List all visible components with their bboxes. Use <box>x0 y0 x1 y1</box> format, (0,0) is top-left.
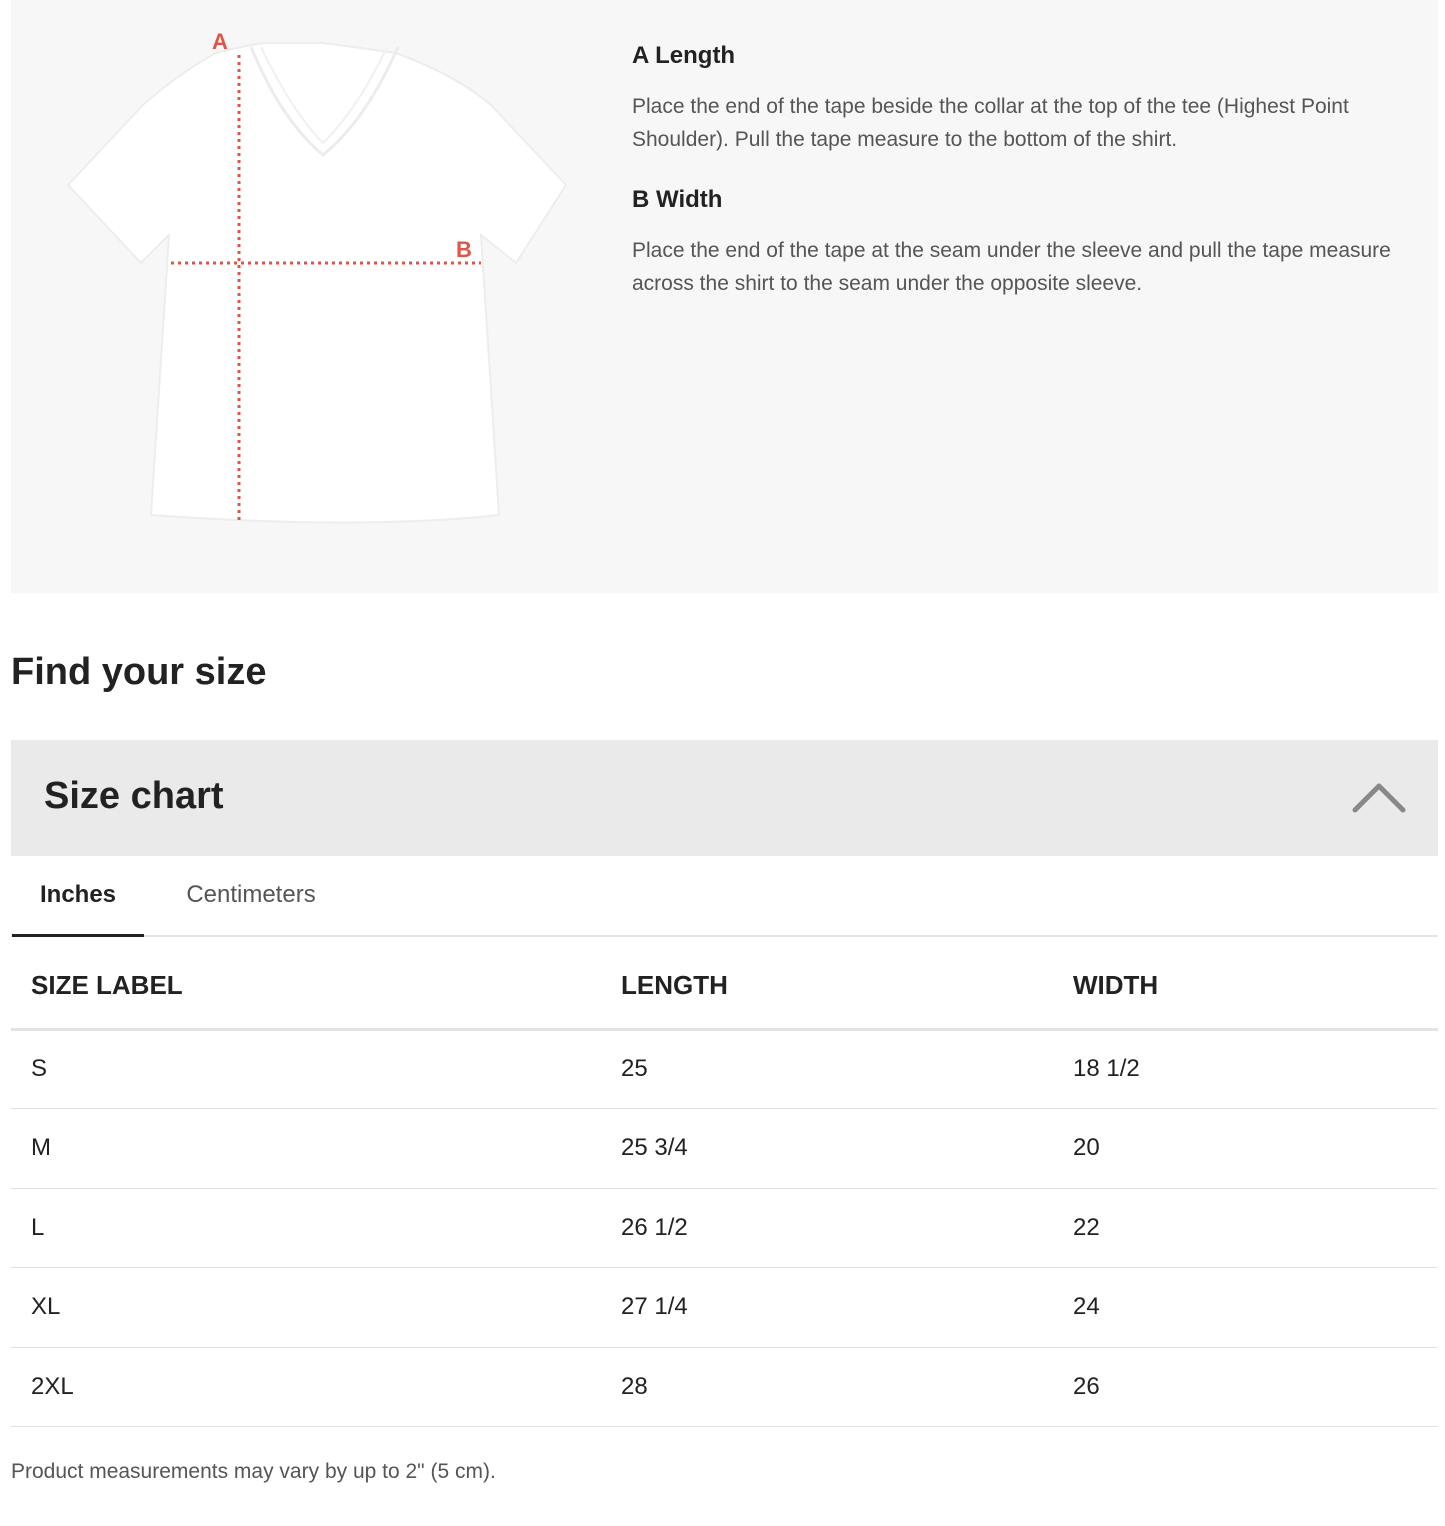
measurement-instructions <box>632 40 1392 300</box>
length-instruction <box>632 40 1392 156</box>
table-row <box>11 1188 1438 1268</box>
measurement-guide-panel <box>11 0 1438 593</box>
width-cell: 26 <box>1073 1347 1438 1427</box>
size-label-cell: S <box>11 1029 621 1109</box>
size-label-cell: M <box>11 1109 621 1189</box>
table-row <box>11 1347 1438 1427</box>
length-cell: 27 1/4 <box>621 1268 1073 1348</box>
width-cell: 18 1/2 <box>1073 1029 1438 1109</box>
tab-centimeters[interactable]: Centimeters <box>186 881 316 908</box>
length-description: Place the end of the tape beside the collar at the top of the tee (Highest Point Shoulder). Pull the tape measure to the bottom of the shirt. <box>632 95 1349 151</box>
label-a: A <box>212 29 228 54</box>
width-cell: 20 <box>1073 1109 1438 1189</box>
size-chart-accordion-header[interactable] <box>11 740 1438 856</box>
column-header-length: LENGTH <box>621 937 1073 1029</box>
width-cell: 22 <box>1073 1188 1438 1268</box>
column-header-width: WIDTH <box>1073 937 1438 1029</box>
table-header-row <box>11 937 1438 1029</box>
measurement-footnote: Product measurements may vary by up to 2" (5 cm). <box>11 1460 496 1483</box>
size-label-cell: 2XL <box>11 1347 621 1427</box>
find-your-size-heading: Find your size <box>11 651 267 693</box>
table-row <box>11 1109 1438 1189</box>
width-instruction <box>632 184 1392 300</box>
length-cell: 26 1/2 <box>621 1188 1073 1268</box>
size-label-cell: L <box>11 1188 621 1268</box>
tab-inches[interactable]: Inches <box>12 856 144 937</box>
size-label-cell: XL <box>11 1268 621 1348</box>
size-table <box>11 937 1438 1427</box>
tshirt-icon <box>61 25 591 545</box>
tshirt-measurement-diagram <box>61 25 591 545</box>
length-cell: 25 <box>621 1029 1073 1109</box>
label-b: B <box>456 237 472 262</box>
width-title: B Width <box>632 186 723 213</box>
table-row <box>11 1029 1438 1109</box>
unit-tabs <box>11 856 1438 937</box>
table-row <box>11 1268 1438 1348</box>
length-cell: 25 3/4 <box>621 1109 1073 1189</box>
length-cell: 28 <box>621 1347 1073 1427</box>
width-cell: 24 <box>1073 1268 1438 1348</box>
column-header-size-label: SIZE LABEL <box>11 937 621 1029</box>
size-chart-title: Size chart <box>44 775 224 817</box>
chevron-up-icon[interactable] <box>1352 780 1406 814</box>
width-description: Place the end of the tape at the seam under the sleeve and pull the tape measure across the shirt to the seam under the opposite sleeve. <box>632 239 1391 295</box>
length-title: A Length <box>632 42 736 69</box>
